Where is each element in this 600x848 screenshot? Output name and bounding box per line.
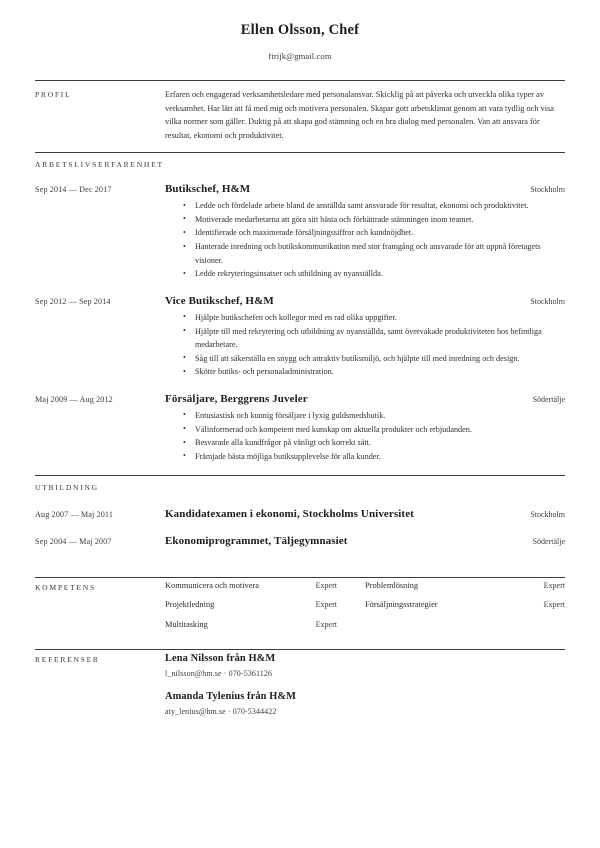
section-kompetens xyxy=(35,578,565,650)
experience-entry xyxy=(35,281,565,379)
reference-entry xyxy=(165,691,565,716)
list-item: • Hjälpte butikschefen och kollegor med en rad olika uppgifter. xyxy=(183,311,565,325)
section-heading-referenser: REFERENSER xyxy=(35,655,100,664)
education-dates: Sep 2004 — Maj 2007 xyxy=(35,536,112,546)
section-referenser xyxy=(35,650,565,728)
skill-level: Expert xyxy=(315,619,337,629)
experience-entry xyxy=(35,169,565,281)
education-dates: Aug 2007 — Maj 2011 xyxy=(35,509,114,519)
reference-name: Lena Nilsson från H&M xyxy=(165,653,276,664)
skill-name: Multitasking xyxy=(165,619,208,629)
education-title: Kandidatexamen i ekonomi, Stockholms Universitet xyxy=(165,507,414,520)
skill-item xyxy=(165,620,365,640)
experience-title: Vice Butikschef, H&M xyxy=(165,294,274,307)
experience-dates: Sep 2012 — Sep 2014 xyxy=(35,296,111,306)
section-heading-utbildning: UTBILDNING xyxy=(35,483,99,493)
skill-item xyxy=(165,600,365,620)
list-item: • Hjälpte till med rekrytering och utbildning av nyanställda, samt övervakade produktiviteten hos befintliga medarbetare. xyxy=(183,325,565,352)
skill-level: Expert xyxy=(543,600,565,609)
skills-column-right xyxy=(365,581,565,640)
skill-item xyxy=(365,600,565,620)
list-item: • Ledde och fördelade arbete bland de anställda samt ansvarade för resultat, ekonomi och produktivitet. xyxy=(183,199,565,213)
section-utbildning xyxy=(35,476,565,558)
profile-summary-text: Erfaren och engagerad verksamhetsledare med personalansvar. Skicklig på att påverka och utveckla olika typer av verksamhet. Har lätt att få med mig och motivera personalen. Skapar gott arbetsklimat genom att vara tydlig och visa vilka normer som gäller. Duktig på att skapa god stämning och en bra dialog med personalen. Van att ansvara för resultat, ekonomi och produktivitet. xyxy=(165,90,554,140)
experience-location: Stockholm xyxy=(530,185,565,195)
candidate-name: Ellen Olsson, Chef xyxy=(240,22,360,38)
experience-dates: Maj 2009 — Aug 2012 xyxy=(35,394,113,404)
section-heading-kompetens: KOMPETENS xyxy=(35,582,96,592)
list-item: • Identifierade och maximerade försäljningssiffror och kundnöjdhet. xyxy=(183,226,565,240)
education-entry xyxy=(35,493,565,520)
candidate-email: ftrijk@gmail.com xyxy=(268,51,332,62)
experience-bullet-list xyxy=(165,311,565,379)
education-title: Ekonomiprogrammet, Täljegymnasiet xyxy=(165,534,348,547)
experience-bullet-list xyxy=(165,409,565,463)
experience-location: Stockholm xyxy=(530,296,565,306)
education-location: Stockholm xyxy=(530,509,565,519)
education-entry xyxy=(35,520,565,557)
section-arbetslivserfarenhet xyxy=(35,153,565,475)
experience-entry xyxy=(35,379,565,463)
skill-level: Expert xyxy=(315,580,337,590)
section-profil xyxy=(35,81,565,152)
experience-dates: Sep 2014 — Dec 2017 xyxy=(35,185,112,195)
list-item: • Främjade bästa möjliga butiksupplevelse för alla kunder. xyxy=(183,450,565,464)
reference-name: Amanda Tylenius från H&M xyxy=(165,691,297,702)
skills-column-left xyxy=(165,581,365,640)
skill-name: Kommunicera och motivera xyxy=(165,580,259,590)
list-item: • Ledde rekryteringsinsatser och utbildning av nyanställda. xyxy=(183,267,565,281)
list-item: • Hanterade inredning och butikskommunikation med stor framgång och ansvarade för att uppnå företagets visioner. xyxy=(183,240,565,267)
education-location: Södertälje xyxy=(532,536,565,546)
experience-bullet-list xyxy=(165,199,565,281)
resume-header xyxy=(0,0,600,61)
reference-contact: l_nilsson@hm.se · 070-5361126 xyxy=(165,669,273,678)
skill-name: Problemlösning xyxy=(365,580,419,590)
reference-entry xyxy=(165,653,565,691)
list-item: • Besvarade alla kundfrågor på vänligt och korrekt sätt. xyxy=(183,436,565,450)
list-item: • Motiverade medarbetarna att göra sitt bästa och förbättrade stämningen inom teamet. xyxy=(183,213,565,227)
experience-title: Försäljare, Berggrens Juveler xyxy=(165,392,308,405)
list-item: • Såg till att säkerställa en snygg och attraktiv butiksmiljö, och hjälpte till med inredning och design. xyxy=(183,352,565,366)
skill-level: Expert xyxy=(543,580,565,590)
experience-title: Butikschef, H&M xyxy=(165,183,251,196)
skill-item xyxy=(165,581,365,601)
list-item: • Välinformerad och kompetent med kunskap om aktuella produkter och erbjudanden. xyxy=(183,423,565,437)
reference-contact: aty_lenius@hm.se · 070-5344422 xyxy=(165,707,277,716)
list-item: • Skötte butiks- och personaladministration. xyxy=(183,365,565,379)
skill-item xyxy=(365,581,565,601)
section-heading-profil: PROFIL xyxy=(35,90,72,100)
section-heading-arbetslivserfarenhet: ARBETSLIVSERFARENHET xyxy=(35,160,164,170)
skill-name: Projektledning xyxy=(165,600,215,609)
list-item: • Entusiastisk och kunnig försäljare i lyxig guldsmedsbutik. xyxy=(183,409,565,423)
skill-name: Försäljningsstrategier xyxy=(365,600,438,609)
skill-level: Expert xyxy=(315,600,337,609)
experience-location: Södertälje xyxy=(532,394,565,404)
